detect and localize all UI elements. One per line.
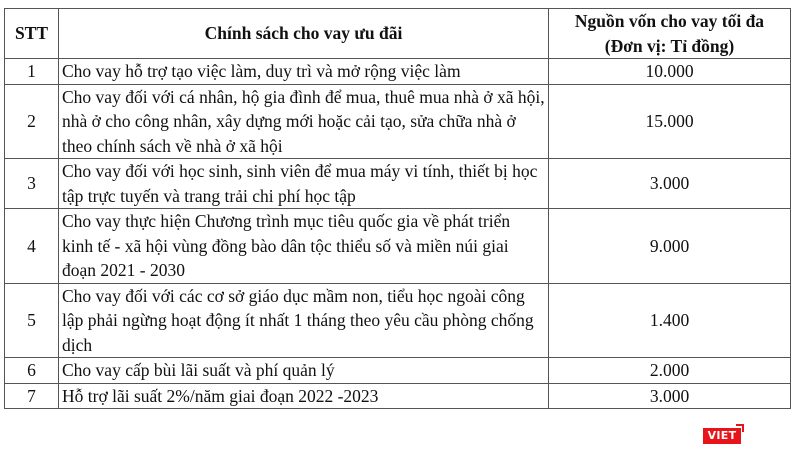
row-stt: 6 bbox=[5, 358, 59, 384]
row-policy: Cho vay hỗ trợ tạo việc làm, duy trì và mở rộng việc làm bbox=[59, 59, 549, 85]
row-stt: 5 bbox=[5, 283, 59, 358]
row-policy: Cho vay thực hiện Chương trình mục tiêu quốc gia về phát triển kinh tế - xã hội vùng đồng bào dân tộc thiểu số và miền núi giai đoạn 2021 - 2030 bbox=[59, 209, 549, 284]
row-amount: 3.000 bbox=[549, 383, 791, 409]
header-stt: STT bbox=[5, 9, 59, 59]
header-amount bbox=[549, 9, 791, 59]
loan-policy-table bbox=[4, 8, 791, 409]
row-stt: 7 bbox=[5, 383, 59, 409]
row-policy: Cho vay đối với các cơ sở giáo dục mầm non, tiểu học ngoài công lập phải ngừng hoạt động ít nhất 1 tháng theo yêu cầu phòng chống dịch bbox=[59, 283, 549, 358]
table-row bbox=[5, 358, 791, 384]
row-amount: 10.000 bbox=[549, 59, 791, 85]
row-stt: 1 bbox=[5, 59, 59, 85]
viet-logo: VIET bbox=[703, 428, 741, 444]
header-policy: Chính sách cho vay ưu đãi bbox=[59, 9, 549, 59]
row-amount: 9.000 bbox=[549, 209, 791, 284]
table-row bbox=[5, 159, 791, 209]
row-amount: 2.000 bbox=[549, 358, 791, 384]
header-amount-line1: Nguồn vốn cho vay tối đa bbox=[574, 11, 765, 31]
row-amount: 15.000 bbox=[549, 84, 791, 159]
table-row bbox=[5, 59, 791, 85]
table-header-row bbox=[5, 9, 791, 59]
table-row bbox=[5, 84, 791, 159]
row-amount: 3.000 bbox=[549, 159, 791, 209]
row-stt: 4 bbox=[5, 209, 59, 284]
row-policy: Hỗ trợ lãi suất 2%/năm giai đoạn 2022 -2023 bbox=[59, 383, 549, 409]
row-stt: 3 bbox=[5, 159, 59, 209]
table-row bbox=[5, 383, 791, 409]
table-row bbox=[5, 283, 791, 358]
row-amount: 1.400 bbox=[549, 283, 791, 358]
table-row bbox=[5, 209, 791, 284]
row-policy: Cho vay đối với học sinh, sinh viên để mua máy vi tính, thiết bị học tập trực tuyến và trang trải chi phí học tập bbox=[59, 159, 549, 209]
header-amount-line2: (Đơn vị: Tỉ đồng) bbox=[604, 35, 735, 56]
row-policy: Cho vay đối với cá nhân, hộ gia đình để mua, thuê mua nhà ở xã hội, nhà ở cho công nhân, xây dựng mới hoặc cải tạo, sửa chữa nhà ở theo chính sách về nhà ở xã hội bbox=[59, 84, 549, 159]
row-stt: 2 bbox=[5, 84, 59, 159]
row-policy: Cho vay cấp bùi lãi suất và phí quản lý bbox=[59, 358, 549, 384]
